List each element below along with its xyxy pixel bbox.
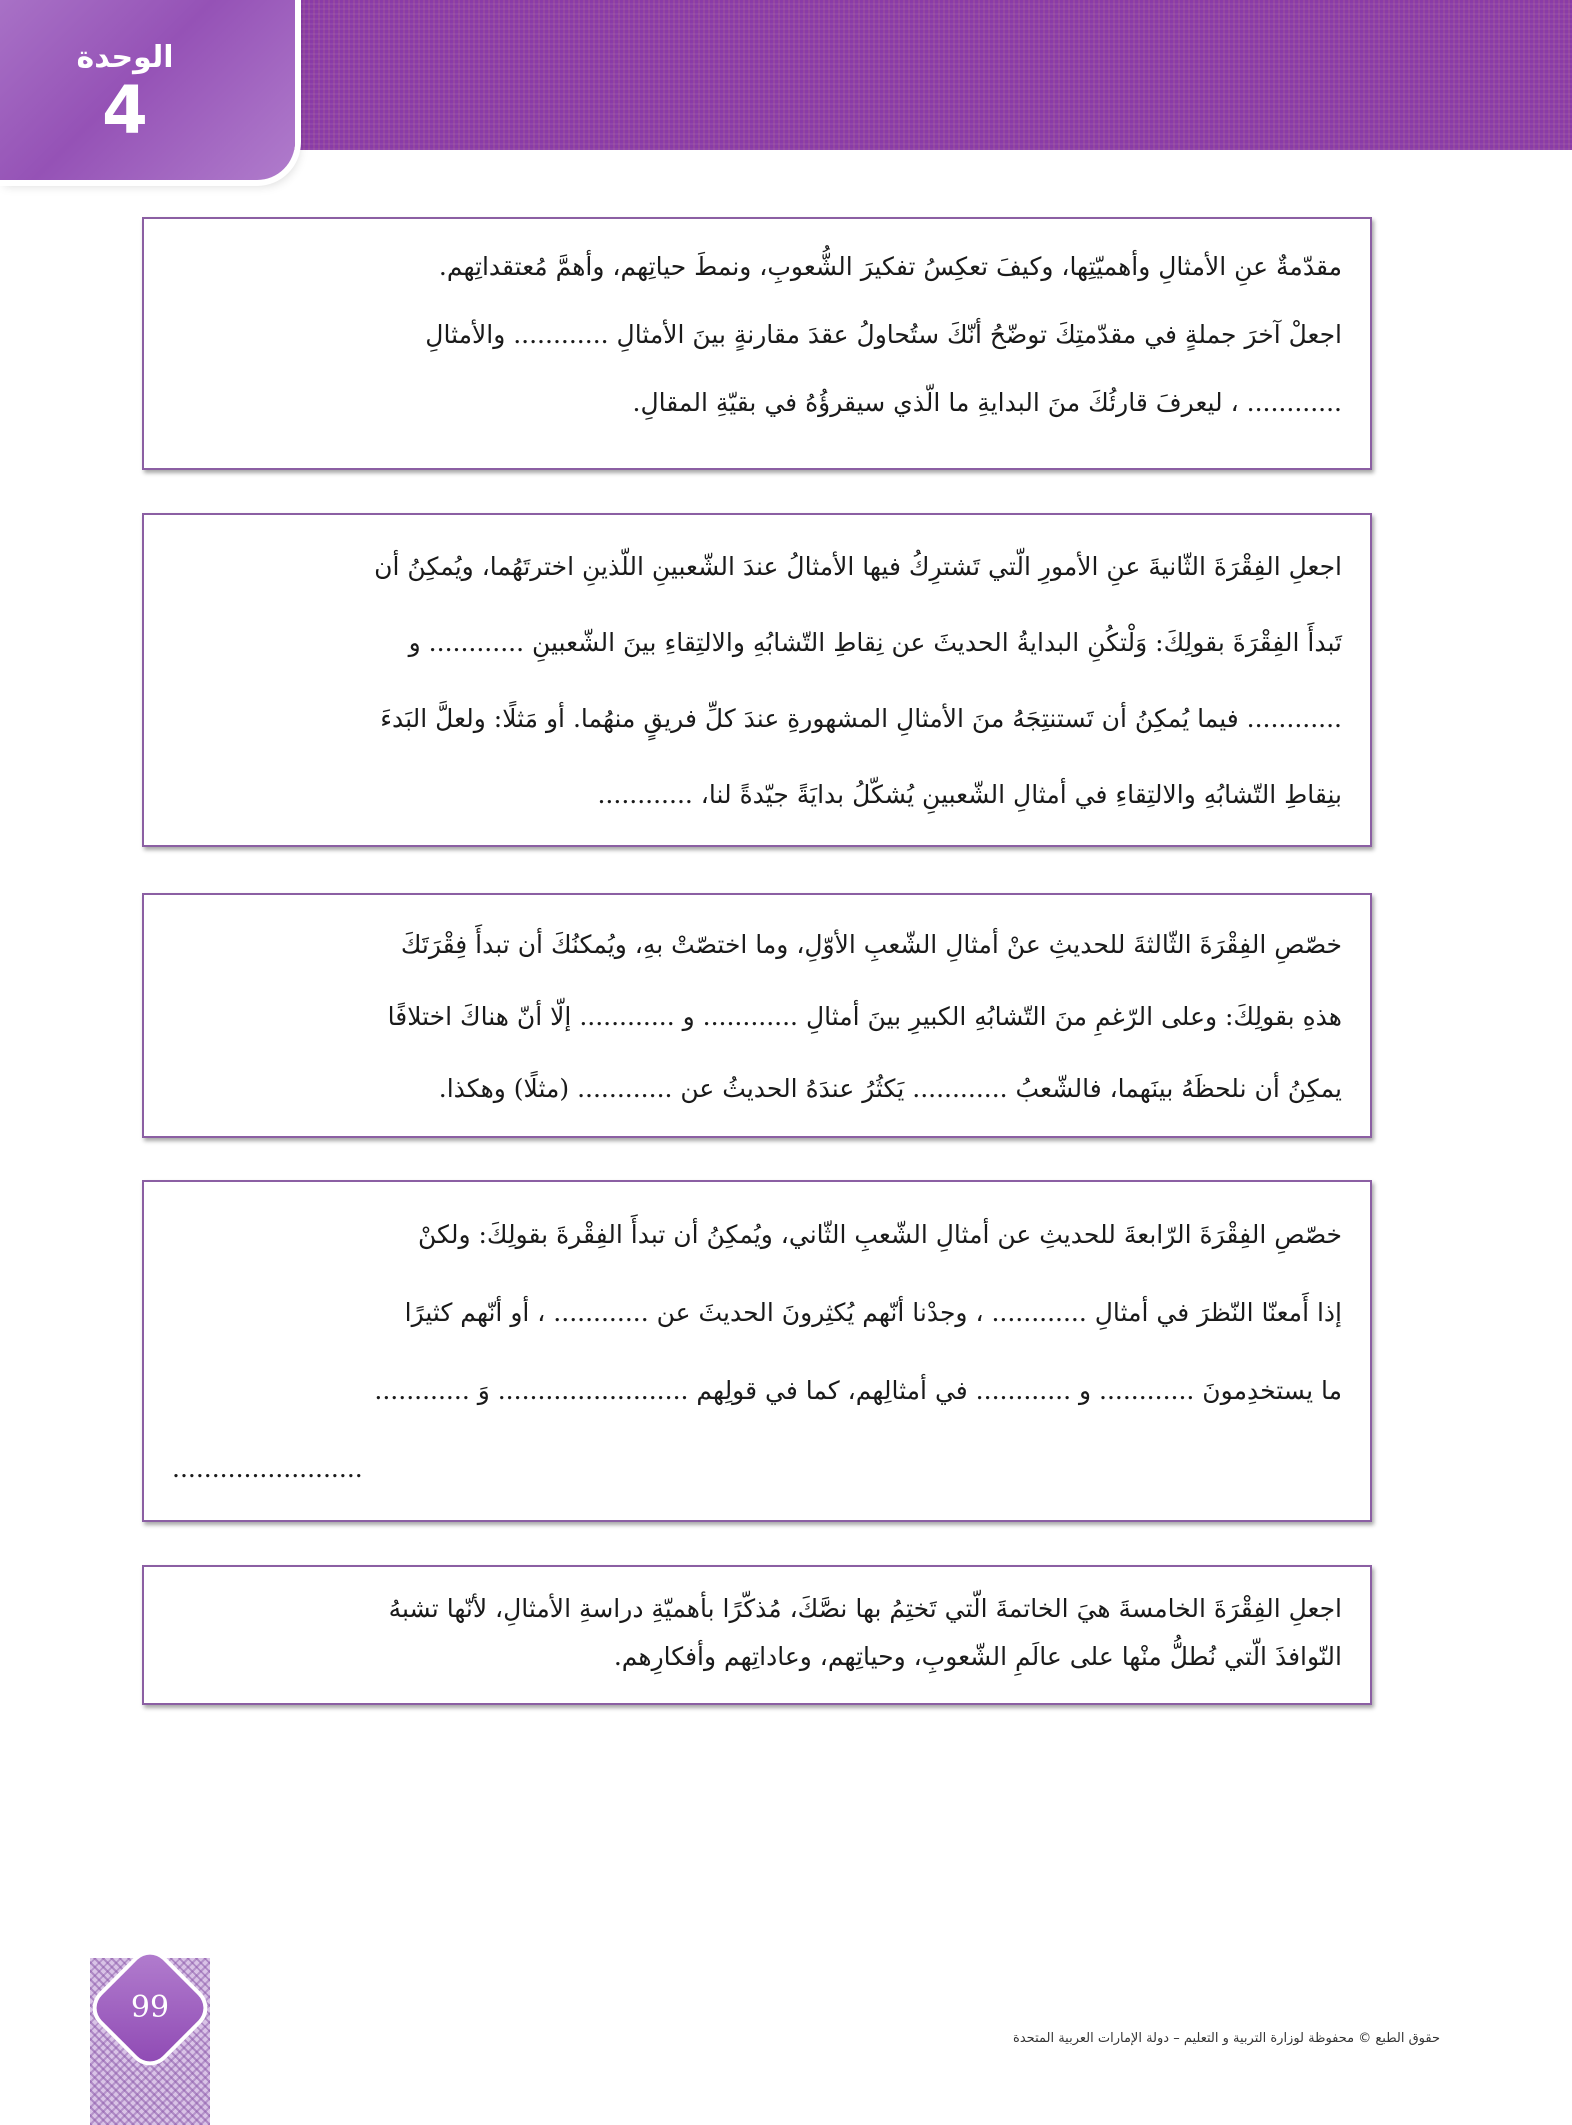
copyright-notice: حقوق الطبع © محفوظة لوزارة التربية و التعليم – دولة الإمارات العربية المتحدة — [1013, 2031, 1440, 2046]
top-banner — [270, 0, 1572, 150]
instruction-line: خصّصِ الفِقْرَةَ الرّابعةَ للحديثِ عن أمثالِ الشّعبِ الثّاني، ويُمكِنُ أن تبدأَ الفِقْرةَ بقولِكَ: ولكنْ — [418, 1220, 1342, 1249]
page-number: 99 — [130, 1990, 170, 2025]
instruction-box-third-paragraph — [142, 893, 1372, 1138]
instruction-line: اجعلِ الفِقْرَةَ الثّانيةَ عنِ الأمورِ الّتي تَشترِكُ فيها الأمثالُ عندَ الشّعبينِ اللّذينِ اخترتَهُما، ويُمكِنُ أن — [374, 552, 1342, 581]
instruction-line: ............ ، ليعرفَ قارئُكَ منَ البدايةِ ما الّذي سيقرؤُهُ في بقيّةِ المقالِ. — [632, 388, 1342, 417]
instruction-line: هذهِ بقولِكَ: وعلى الرّغمِ منَ التّشابُهِ الكبيرِ بينَ أمثالِ ............ و ............ إلّا أنّ هناكَ اختلافًا — [387, 1002, 1342, 1031]
instruction-line: ما يستخدِمونَ ............ و ............ في أمثالِهم، كما في قولِهم ........................ وَ ............ — [374, 1376, 1342, 1405]
instruction-line: خصّصِ الفِقْرَةَ الثّالثةَ للحديثِ عنْ أمثالِ الشّعبِ الأوّلِ، وما اختصّتْ بهِ، ويُمكنُكَ أن تبدأَ فِقْرَتَكَ — [400, 930, 1342, 959]
unit-tab — [0, 0, 295, 180]
instruction-line: اجعلِ الفِقْرَةَ الخامسةَ هيَ الخاتمةَ الّتي تَختِمُ بها نصَّكَ، مُذكّرًا بأهميّةِ دراسةِ الأمثالِ، لأنّها تشبهُ — [388, 1594, 1342, 1623]
instruction-box-second-paragraph — [142, 513, 1372, 847]
instruction-line: يمكِنُ أن نلحظَهُ بينَهما، فالشّعبُ ............ يَكثُرُ عندَهُ الحديثُ عن ............ (مثلًا) وهكذا. — [438, 1074, 1342, 1103]
instruction-line: تَبدأَ الفِقْرَةَ بقولِكَ: وَلْتكُنِ البدايةُ الحديثَ عن نِقاطِ التّشابُهِ والالتِقاءِ بينَ الشّعبينِ ............ و — [408, 628, 1342, 657]
unit-label: الوحدة — [76, 40, 174, 75]
instruction-line: بنِقاطِ التّشابُهِ والالتِقاءِ في أمثالِ الشّعبينِ يُشكّلُ بدايَةً جيّدةً لنا، ............ — [597, 780, 1342, 809]
instruction-box-introduction — [142, 217, 1372, 470]
instruction-line: النّوافذَ الّتي نُطلُّ منْها على عالَمِ الشّعوبِ، وحياتِهم، وعاداتِهم وأفكارِهم. — [613, 1642, 1342, 1671]
instruction-line: مقدّمةٌ عنِ الأمثالِ وأهميّتِها، وكيفَ تعكِسُ تفكيرَ الشُّعوبِ، ونمطَ حياتِهم، وأهمَّ مُعتقداتِهم. — [438, 252, 1342, 281]
instruction-box-fourth-paragraph — [142, 1180, 1372, 1522]
unit-number: 4 — [102, 72, 148, 149]
instruction-line: اجعلْ آخرَ جملةٍ في مقدّمتِكَ توضّحُ أنّكَ ستُحاولُ عقدَ مقارنةٍ بينَ الأمثالِ ............ والأمثالِ — [425, 320, 1342, 349]
instruction-box-conclusion — [142, 1565, 1372, 1705]
instruction-line: ............ فيما يُمكِنُ أن تَستنتِجَهُ منَ الأمثالِ المشهورةِ عندَ كلِّ فريقٍ منهُما. أو مَثلًا: ولعلَّ البَدءَ — [380, 704, 1342, 733]
instruction-line: إذا أَمعنّا النّظرَ في أمثالِ ............ ، وجدْنا أنّهم يُكثِرونَ الحديثَ عن ............ ، أو أنّهم كثيرًا — [404, 1298, 1342, 1327]
instruction-line-blank: ........................ — [172, 1454, 363, 1483]
